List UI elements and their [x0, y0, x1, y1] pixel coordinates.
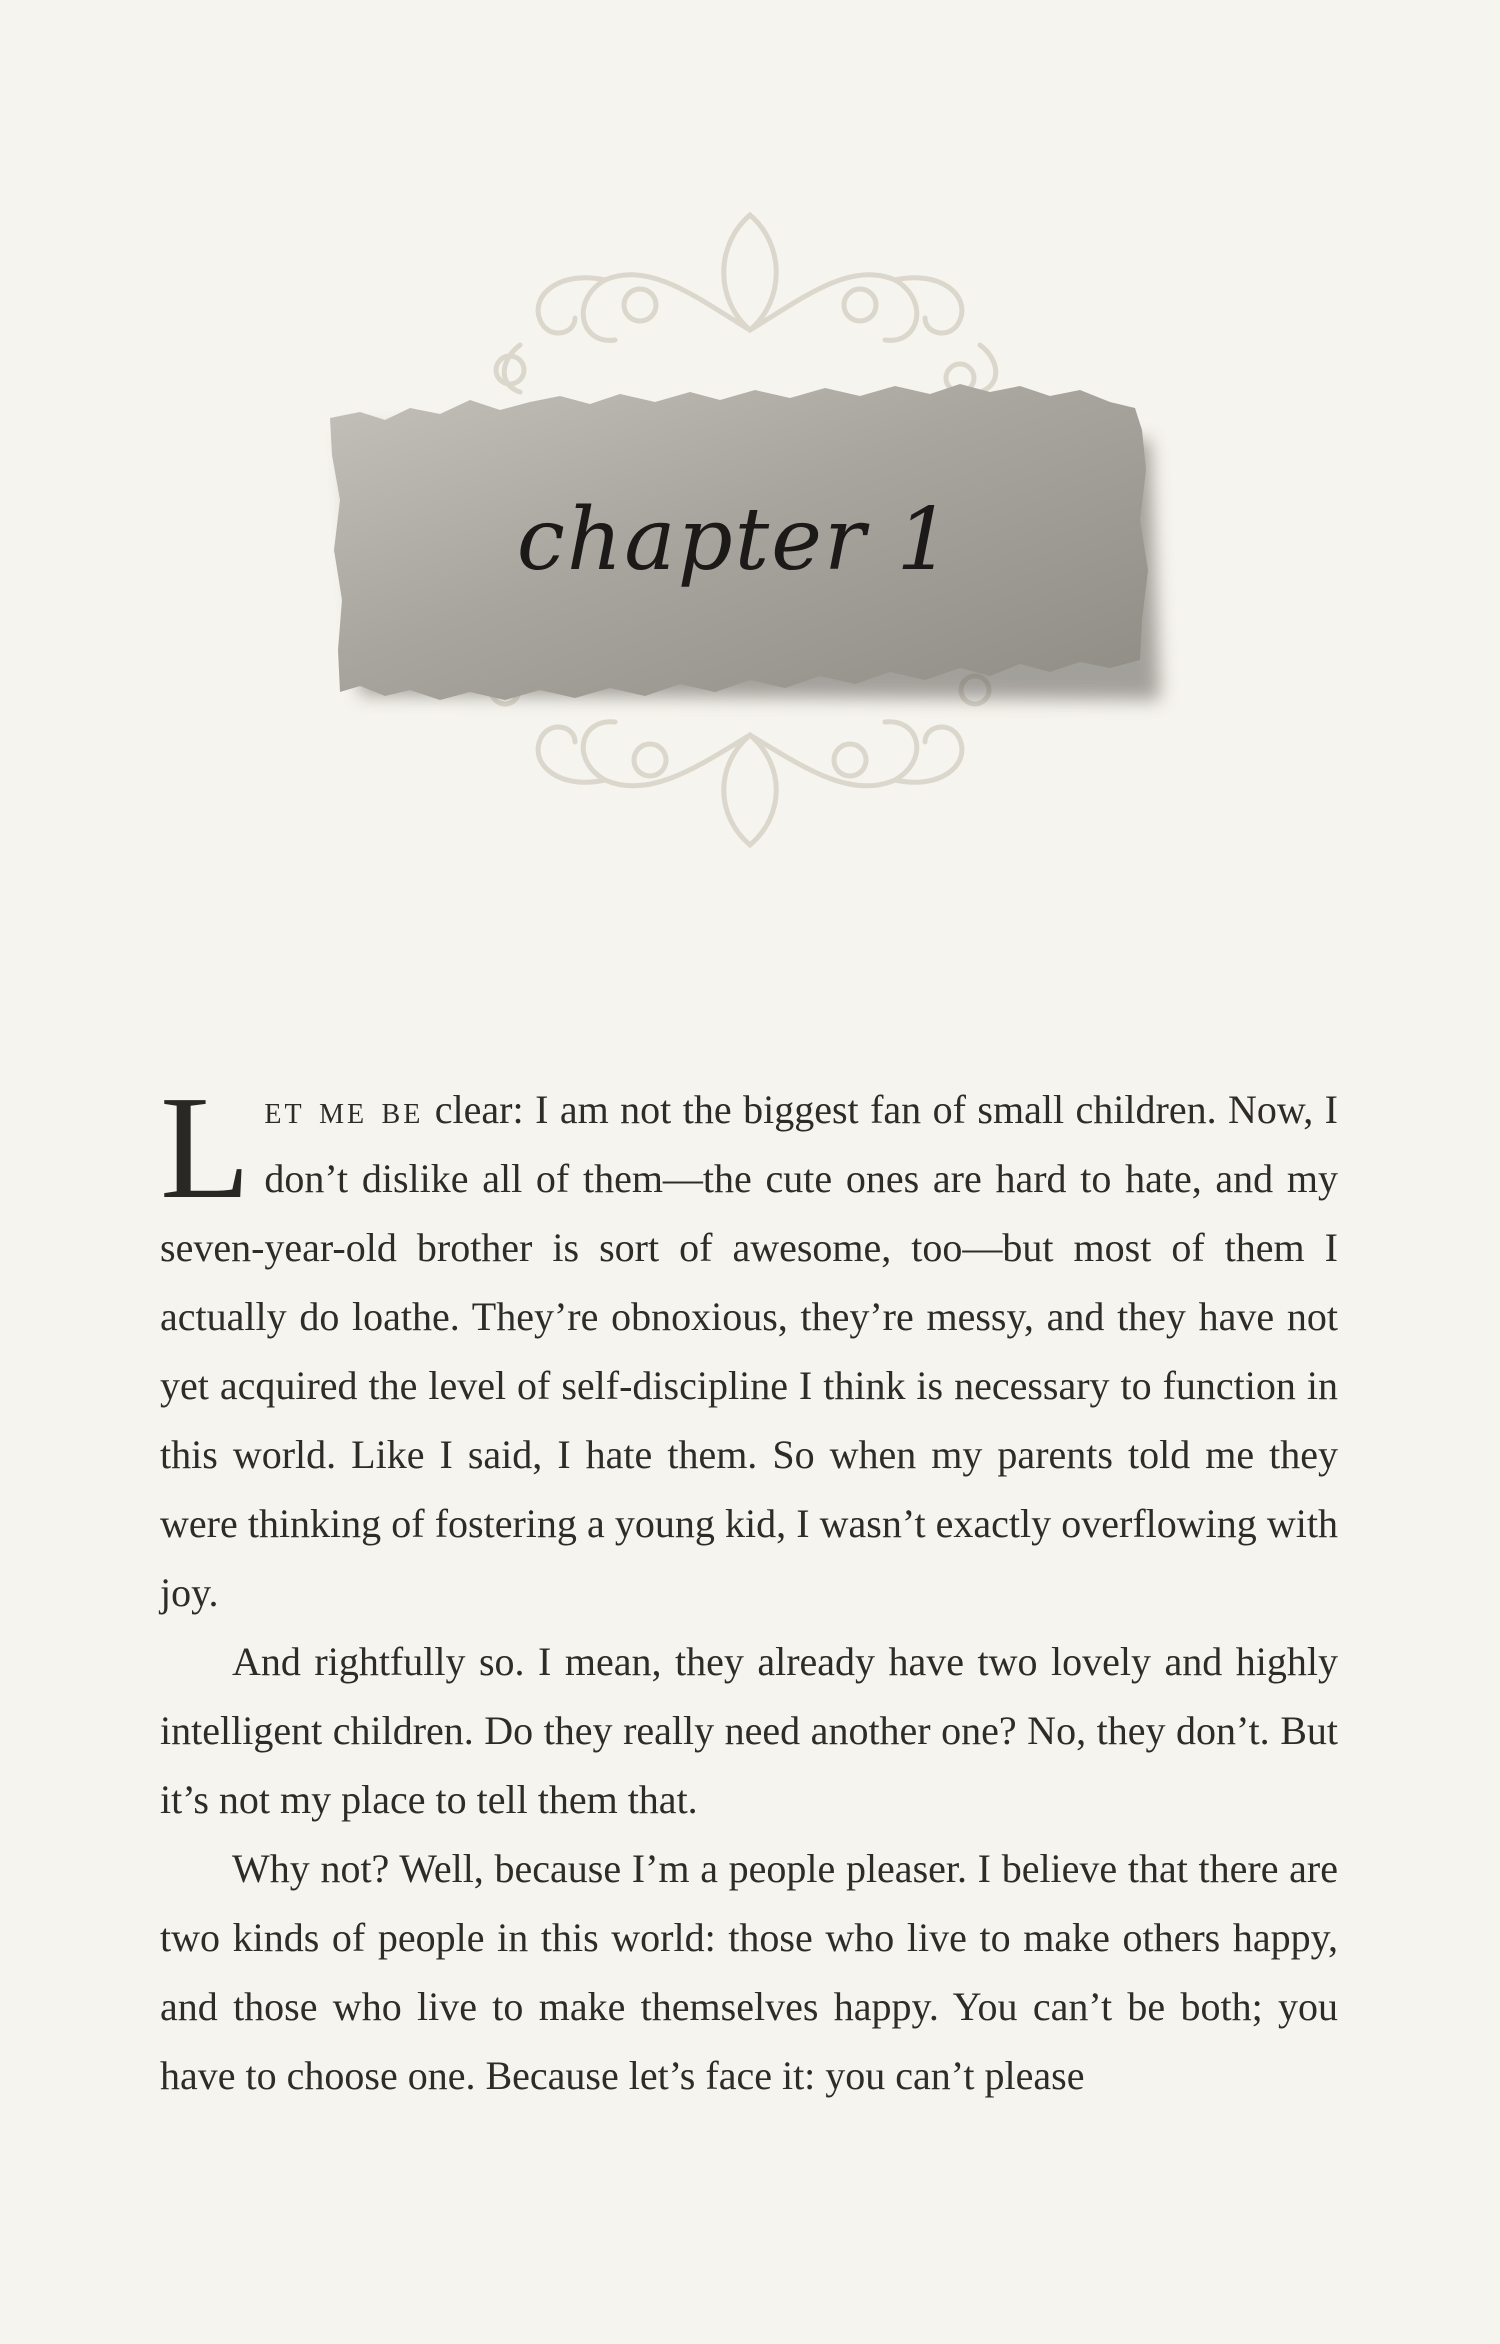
paragraph-1 [160, 1066, 1338, 1627]
chapter-heading: chapter 1 [516, 490, 954, 590]
lead-in-smallcaps: et me be [264, 1087, 424, 1132]
flourish-top [496, 215, 996, 392]
body-text [160, 1066, 1338, 2110]
paragraph-2: And rightfully so. I mean, they already have two lovely and highly intelligent children. Do they really need another one? No, they don’t. But it’s not my place to tell them that. [160, 1639, 1338, 1822]
paragraph-3: Why not? Well, because I’m a people pleaser. I believe that there are two kinds of people in this world: those who live to make others happy, and those who live to make themselves happy. You can’t be both; you have to choose one. Because let’s face it: you can’t please [160, 1846, 1338, 2098]
flourish-bottom [491, 676, 989, 845]
paragraph-1-text: clear: I am not the biggest fan of small children. Now, I don’t dislike all of them—the cute ones are hard to hate, and my seven-year-old brother is sort of awesome, too—but most of them I actually do loathe. They’re obnoxious, they’re messy, and they have not yet acquired the level of self-discipline I think is necessary to function in this world. Like I said, I hate them. So when my parents told me they were thinking of fostering a young kid, I wasn’t exactly overflowing with joy. [160, 1087, 1338, 1615]
drop-cap: L [160, 1066, 251, 1230]
